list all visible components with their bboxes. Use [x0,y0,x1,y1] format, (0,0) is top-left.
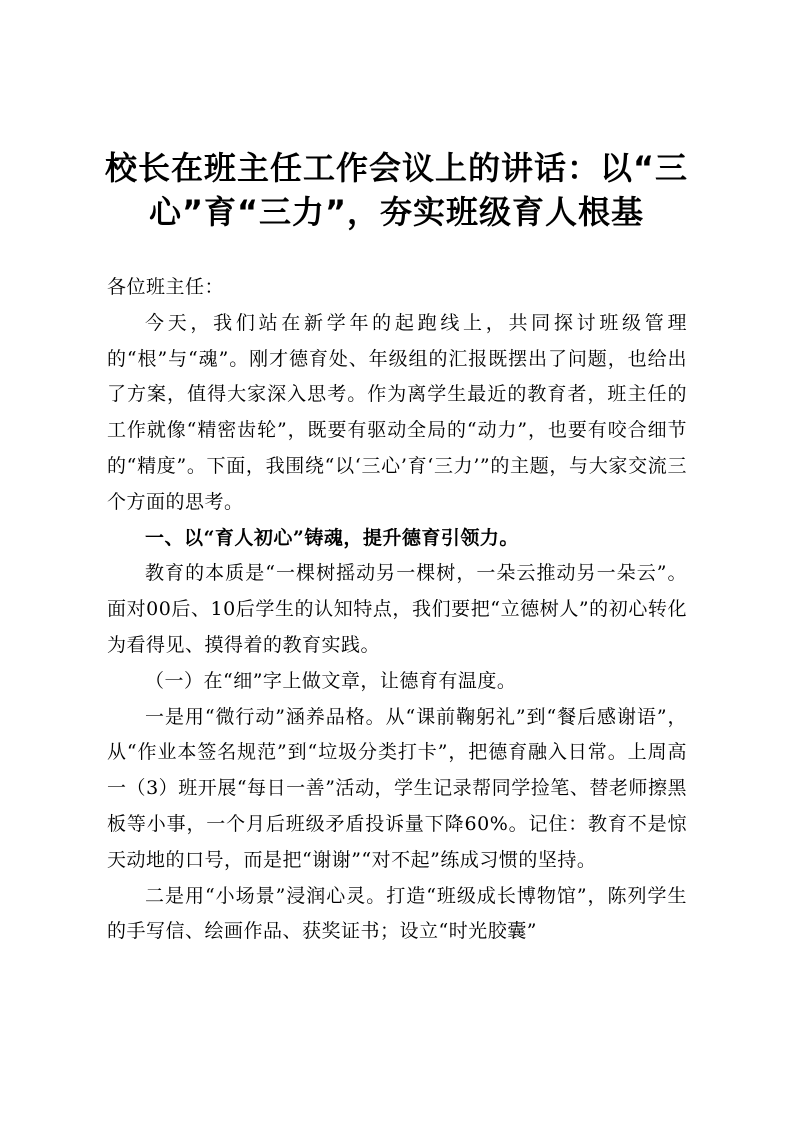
document-body [107,270,687,950]
title-line-1: 校长在班主任工作会议上的讲话：以“三 [104,149,689,187]
title-line-2: 心”育“三力”，夯实班级育人根基 [148,193,645,231]
subsection-heading-1: （一）在“细”字上做文章，让德育有温度。 [145,669,517,692]
paragraph-point-1: 一是用“微行动”涵养品格。从“课前鞠躬礼”到“餐后感谢语”，从“作业本签名规范”到“垃圾分类打卡”，把德育融入日常。上周高一（3）班开展“每日一善”活动，学生记录帮同学捡笔、替老师擦黑板等小事，一个月后班级矛盾投诉量下降60%。记住：教育不是惊天动地的口号，而是把“谢谢”“对不起”练成习惯的坚持。 [107,705,687,871]
section-heading-1: 一、以“育人初心”铸魂，提升德育引领力。 [145,526,519,549]
paragraph-point-2: 二是用“小场景”浸润心灵。打造“班级成长博物馆”，陈列学生的手写信、绘画作品、获奖证书；设立“时光胶囊” [107,884,687,943]
paragraph-intro: 今天，我们站在新学年的起跑线上，共同探讨班级管理的“根”与“魂”。刚才德育处、年级组的汇报既摆出了问题，也给出了方案，值得大家深入思考。作为离学生最近的教育者，班主任的工作就像“精密齿轮”，既要有驱动全局的“动力”，也要有咬合细节的“精度”。下面，我围绕“以‘三心’育‘三力’”的主题，与大家交流三个方面的思考。 [107,311,687,513]
greeting: 各位班主任： [107,276,225,298]
paragraph-section-1: 教育的本质是“一棵树摇动另一棵树，一朵云推动另一朵云”。面对00后、10后学生的认知特点，我们要把“立德树人”的初心转化为看得见、摸得着的教育实践。 [107,562,687,656]
document-title [90,146,703,234]
